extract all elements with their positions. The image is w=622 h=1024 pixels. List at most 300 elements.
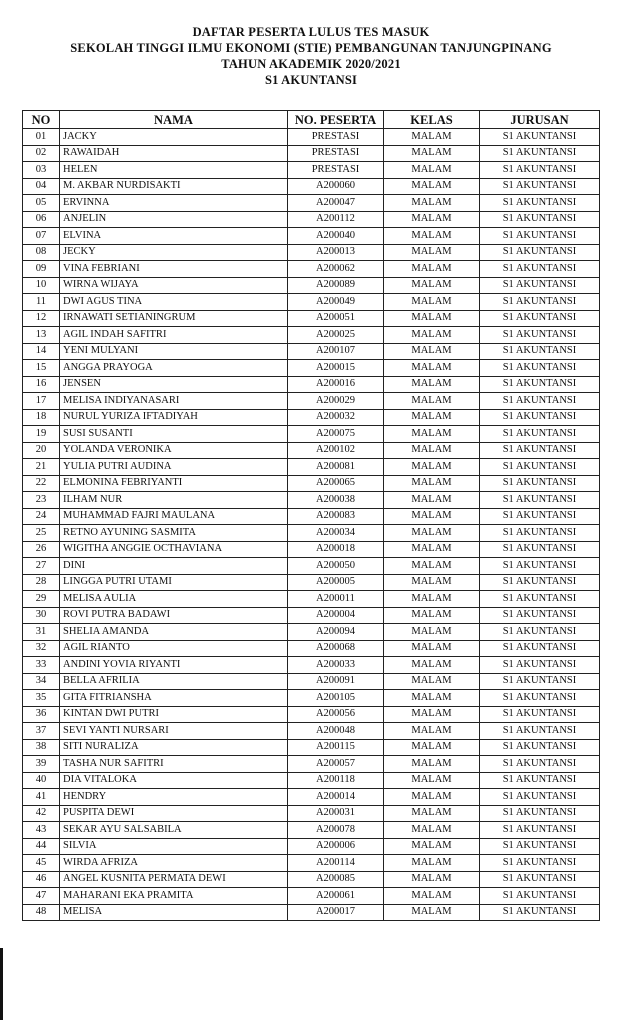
table-row <box>23 706 600 723</box>
cell-kelas: MALAM <box>384 756 480 773</box>
cell-nama: DIA VITALOKA <box>60 772 288 789</box>
cell-nama: WIGITHA ANGGIE OCTHAVIANA <box>60 541 288 558</box>
table-row <box>23 690 600 707</box>
cell-jurusan: S1 AKUNTANSI <box>480 162 600 179</box>
cell-nama: KINTAN DWI PUTRI <box>60 706 288 723</box>
cell-nama: IRNAWATI SETIANINGRUM <box>60 310 288 327</box>
cell-kelas: MALAM <box>384 723 480 740</box>
cell-jurusan: S1 AKUNTANSI <box>480 822 600 839</box>
cell-nama: ILHAM NUR <box>60 492 288 509</box>
cell-no: 30 <box>23 607 60 624</box>
table-row <box>23 492 600 509</box>
column-header-nama: NAMA <box>60 111 288 129</box>
cell-jurusan: S1 AKUNTANSI <box>480 558 600 575</box>
cell-nama: HENDRY <box>60 789 288 806</box>
cell-jurusan: S1 AKUNTANSI <box>480 426 600 443</box>
cell-nama: VINA FEBRIANI <box>60 261 288 278</box>
cell-jurusan: S1 AKUNTANSI <box>480 492 600 509</box>
cell-no-peserta: A200015 <box>288 360 384 377</box>
cell-no-peserta: A200081 <box>288 459 384 476</box>
cell-kelas: MALAM <box>384 393 480 410</box>
cell-no-peserta: A200115 <box>288 739 384 756</box>
cell-jurusan: S1 AKUNTANSI <box>480 855 600 872</box>
cell-nama: RAWAIDAH <box>60 145 288 162</box>
cell-nama: ANDINI YOVIA RIYANTI <box>60 657 288 674</box>
cell-no: 24 <box>23 508 60 525</box>
cell-jurusan: S1 AKUNTANSI <box>480 228 600 245</box>
cell-kelas: MALAM <box>384 739 480 756</box>
cell-kelas: MALAM <box>384 211 480 228</box>
cell-jurusan: S1 AKUNTANSI <box>480 442 600 459</box>
cell-no: 36 <box>23 706 60 723</box>
table-row <box>23 838 600 855</box>
cell-kelas: MALAM <box>384 888 480 905</box>
cell-jurusan: S1 AKUNTANSI <box>480 508 600 525</box>
cell-no: 31 <box>23 624 60 641</box>
table-row <box>23 244 600 261</box>
cell-nama: WIRNA WIJAYA <box>60 277 288 294</box>
cell-nama: MAHARANI EKA PRAMITA <box>60 888 288 905</box>
cell-no: 14 <box>23 343 60 360</box>
cell-nama: ELMONINA FEBRIYANTI <box>60 475 288 492</box>
cell-jurusan: S1 AKUNTANSI <box>480 360 600 377</box>
cell-jurusan: S1 AKUNTANSI <box>480 838 600 855</box>
cell-nama: ANGEL KUSNITA PERMATA DEWI <box>60 871 288 888</box>
cell-no: 11 <box>23 294 60 311</box>
cell-no: 33 <box>23 657 60 674</box>
cell-kelas: MALAM <box>384 195 480 212</box>
cell-no-peserta: A200060 <box>288 178 384 195</box>
cell-nama: MUHAMMAD FAJRI MAULANA <box>60 508 288 525</box>
cell-kelas: MALAM <box>384 591 480 608</box>
cell-jurusan: S1 AKUNTANSI <box>480 657 600 674</box>
table-row <box>23 739 600 756</box>
cell-nama: YULIA PUTRI AUDINA <box>60 459 288 476</box>
cell-kelas: MALAM <box>384 327 480 344</box>
cell-jurusan: S1 AKUNTANSI <box>480 624 600 641</box>
cell-jurusan: S1 AKUNTANSI <box>480 871 600 888</box>
table-row <box>23 261 600 278</box>
cell-jurusan: S1 AKUNTANSI <box>480 904 600 921</box>
cell-no-peserta: A200025 <box>288 327 384 344</box>
cell-nama: MELISA AULIA <box>60 591 288 608</box>
table-row <box>23 607 600 624</box>
column-header-no-peserta: NO. PESERTA <box>288 111 384 129</box>
cell-no-peserta: PRESTASI <box>288 129 384 146</box>
cell-jurusan: S1 AKUNTANSI <box>480 376 600 393</box>
cell-no-peserta: A200005 <box>288 574 384 591</box>
cell-kelas: MALAM <box>384 657 480 674</box>
cell-no-peserta: A200078 <box>288 822 384 839</box>
table-row <box>23 343 600 360</box>
cell-no-peserta: A200091 <box>288 673 384 690</box>
cell-kelas: MALAM <box>384 360 480 377</box>
cell-no: 40 <box>23 772 60 789</box>
cell-jurusan: S1 AKUNTANSI <box>480 756 600 773</box>
table-row <box>23 855 600 872</box>
cell-nama: DINI <box>60 558 288 575</box>
cell-no: 25 <box>23 525 60 542</box>
table-row <box>23 723 600 740</box>
cell-kelas: MALAM <box>384 624 480 641</box>
cell-no-peserta: A200006 <box>288 838 384 855</box>
table-row <box>23 426 600 443</box>
cell-no: 10 <box>23 277 60 294</box>
cell-jurusan: S1 AKUNTANSI <box>480 393 600 410</box>
cell-no: 16 <box>23 376 60 393</box>
cell-nama: YOLANDA VERONIKA <box>60 442 288 459</box>
table-row <box>23 657 600 674</box>
cell-no: 46 <box>23 871 60 888</box>
cell-no: 34 <box>23 673 60 690</box>
cell-jurusan: S1 AKUNTANSI <box>480 591 600 608</box>
cell-nama: DWI AGUS TINA <box>60 294 288 311</box>
table-row <box>23 574 600 591</box>
cell-no: 32 <box>23 640 60 657</box>
cell-no-peserta: A200094 <box>288 624 384 641</box>
table-row <box>23 624 600 641</box>
cell-nama: M. AKBAR NURDISAKTI <box>60 178 288 195</box>
cell-kelas: MALAM <box>384 310 480 327</box>
table-row <box>23 475 600 492</box>
academic-year: TAHUN AKADEMIK 2020/2021 <box>221 57 401 71</box>
cell-jurusan: S1 AKUNTANSI <box>480 574 600 591</box>
cell-kelas: MALAM <box>384 855 480 872</box>
cell-nama: JECKY <box>60 244 288 261</box>
cell-no: 48 <box>23 904 60 921</box>
table-row <box>23 888 600 905</box>
cell-no: 02 <box>23 145 60 162</box>
cell-no: 23 <box>23 492 60 509</box>
table-row <box>23 310 600 327</box>
cell-nama: SUSI SUSANTI <box>60 426 288 443</box>
table-row <box>23 558 600 575</box>
cell-no: 47 <box>23 888 60 905</box>
cell-nama: JENSEN <box>60 376 288 393</box>
table-row <box>23 640 600 657</box>
cell-no: 19 <box>23 426 60 443</box>
cell-kelas: MALAM <box>384 492 480 509</box>
cell-jurusan: S1 AKUNTANSI <box>480 261 600 278</box>
cell-no-peserta: A200049 <box>288 294 384 311</box>
cell-no-peserta: A200017 <box>288 904 384 921</box>
cell-jurusan: S1 AKUNTANSI <box>480 459 600 476</box>
cell-kelas: MALAM <box>384 541 480 558</box>
table-row <box>23 393 600 410</box>
cell-no: 41 <box>23 789 60 806</box>
cell-no: 09 <box>23 261 60 278</box>
cell-no-peserta: A200048 <box>288 723 384 740</box>
cell-no: 08 <box>23 244 60 261</box>
cell-no-peserta: A200050 <box>288 558 384 575</box>
cell-no-peserta: A200031 <box>288 805 384 822</box>
cell-nama: ROVI PUTRA BADAWI <box>60 607 288 624</box>
cell-nama: BELLA AFRILIA <box>60 673 288 690</box>
cell-jurusan: S1 AKUNTANSI <box>480 178 600 195</box>
cell-nama: SEVI YANTI NURSARI <box>60 723 288 740</box>
cell-no: 03 <box>23 162 60 179</box>
column-header-kelas: KELAS <box>384 111 480 129</box>
cell-no: 05 <box>23 195 60 212</box>
cell-no: 06 <box>23 211 60 228</box>
cell-nama: GITA FITRIANSHA <box>60 690 288 707</box>
cell-no: 21 <box>23 459 60 476</box>
cell-nama: MELISA INDIYANASARI <box>60 393 288 410</box>
cell-no-peserta: PRESTASI <box>288 162 384 179</box>
table-row <box>23 178 600 195</box>
table-row <box>23 822 600 839</box>
table-row <box>23 294 600 311</box>
table-row <box>23 195 600 212</box>
cell-no-peserta: A200114 <box>288 855 384 872</box>
table-header-row <box>23 111 600 129</box>
cell-no-peserta: A200018 <box>288 541 384 558</box>
cell-jurusan: S1 AKUNTANSI <box>480 277 600 294</box>
cell-no: 15 <box>23 360 60 377</box>
cell-no: 38 <box>23 739 60 756</box>
cell-jurusan: S1 AKUNTANSI <box>480 244 600 261</box>
table-row <box>23 376 600 393</box>
cell-no-peserta: A200118 <box>288 772 384 789</box>
cell-nama: WIRDA AFRIZA <box>60 855 288 872</box>
cell-nama: HELEN <box>60 162 288 179</box>
cell-kelas: MALAM <box>384 145 480 162</box>
table-row <box>23 277 600 294</box>
cell-kelas: MALAM <box>384 459 480 476</box>
cell-jurusan: S1 AKUNTANSI <box>480 789 600 806</box>
cell-no-peserta: PRESTASI <box>288 145 384 162</box>
cell-jurusan: S1 AKUNTANSI <box>480 706 600 723</box>
cell-no-peserta: A200004 <box>288 607 384 624</box>
institution-name: SEKOLAH TINGGI ILMU EKONOMI (STIE) PEMBANGUNAN TANJUNGPINANG <box>70 41 552 55</box>
cell-no-peserta: A200014 <box>288 789 384 806</box>
cell-no: 22 <box>23 475 60 492</box>
cell-nama: MELISA <box>60 904 288 921</box>
cell-kelas: MALAM <box>384 772 480 789</box>
cell-jurusan: S1 AKUNTANSI <box>480 195 600 212</box>
cell-jurusan: S1 AKUNTANSI <box>480 690 600 707</box>
cell-no-peserta: A200085 <box>288 871 384 888</box>
table-row <box>23 904 600 921</box>
cell-nama: TASHA NUR SAFITRI <box>60 756 288 773</box>
cell-nama: RETNO AYUNING SASMITA <box>60 525 288 542</box>
cell-no-peserta: A200013 <box>288 244 384 261</box>
cell-jurusan: S1 AKUNTANSI <box>480 343 600 360</box>
cell-no: 18 <box>23 409 60 426</box>
table-row <box>23 145 600 162</box>
cell-no: 42 <box>23 805 60 822</box>
cell-kelas: MALAM <box>384 822 480 839</box>
document-title: DAFTAR PESERTA LULUS TES MASUK <box>192 25 430 39</box>
cell-kelas: MALAM <box>384 789 480 806</box>
table-row <box>23 756 600 773</box>
cell-nama: NURUL YURIZA IFTADIYAH <box>60 409 288 426</box>
cell-no: 20 <box>23 442 60 459</box>
cell-nama: YENI MULYANI <box>60 343 288 360</box>
cell-kelas: MALAM <box>384 673 480 690</box>
cell-kelas: MALAM <box>384 426 480 443</box>
cell-nama: SITI NURALIZA <box>60 739 288 756</box>
cell-kelas: MALAM <box>384 294 480 311</box>
cell-no: 12 <box>23 310 60 327</box>
cell-kelas: MALAM <box>384 525 480 542</box>
table-row <box>23 805 600 822</box>
table-row <box>23 871 600 888</box>
table-row <box>23 360 600 377</box>
cell-no-peserta: A200016 <box>288 376 384 393</box>
cell-no-peserta: A200068 <box>288 640 384 657</box>
cell-no: 07 <box>23 228 60 245</box>
cell-no-peserta: A200062 <box>288 261 384 278</box>
cell-jurusan: S1 AKUNTANSI <box>480 129 600 146</box>
cell-no-peserta: A200038 <box>288 492 384 509</box>
cell-kelas: MALAM <box>384 574 480 591</box>
table-row <box>23 772 600 789</box>
cell-no: 37 <box>23 723 60 740</box>
cell-nama: JACKY <box>60 129 288 146</box>
column-header-no: NO <box>23 111 60 129</box>
cell-no-peserta: A200056 <box>288 706 384 723</box>
table-row <box>23 591 600 608</box>
cell-no-peserta: A200040 <box>288 228 384 245</box>
cell-kelas: MALAM <box>384 640 480 657</box>
table-row <box>23 211 600 228</box>
cell-no-peserta: A200057 <box>288 756 384 773</box>
cell-jurusan: S1 AKUNTANSI <box>480 888 600 905</box>
cell-nama: ELVINA <box>60 228 288 245</box>
cell-kelas: MALAM <box>384 871 480 888</box>
cell-no-peserta: A200047 <box>288 195 384 212</box>
table-row <box>23 789 600 806</box>
cell-no: 26 <box>23 541 60 558</box>
cell-kelas: MALAM <box>384 277 480 294</box>
cell-no-peserta: A200032 <box>288 409 384 426</box>
cell-kelas: MALAM <box>384 409 480 426</box>
cell-no: 13 <box>23 327 60 344</box>
cell-kelas: MALAM <box>384 178 480 195</box>
table-row <box>23 442 600 459</box>
cell-kelas: MALAM <box>384 129 480 146</box>
table-row <box>23 327 600 344</box>
table-row <box>23 129 600 146</box>
cell-no-peserta: A200011 <box>288 591 384 608</box>
cell-jurusan: S1 AKUNTANSI <box>480 145 600 162</box>
cell-nama: ERVINNA <box>60 195 288 212</box>
cell-no-peserta: A200034 <box>288 525 384 542</box>
cell-kelas: MALAM <box>384 690 480 707</box>
column-header-jurusan: JURUSAN <box>480 111 600 129</box>
scan-edge-mark <box>0 948 3 1020</box>
cell-kelas: MALAM <box>384 376 480 393</box>
cell-no: 44 <box>23 838 60 855</box>
cell-no-peserta: A200102 <box>288 442 384 459</box>
table-row <box>23 541 600 558</box>
cell-kelas: MALAM <box>384 244 480 261</box>
cell-kelas: MALAM <box>384 162 480 179</box>
cell-kelas: MALAM <box>384 442 480 459</box>
cell-no-peserta: A200089 <box>288 277 384 294</box>
cell-no: 43 <box>23 822 60 839</box>
cell-no-peserta: A200075 <box>288 426 384 443</box>
cell-jurusan: S1 AKUNTANSI <box>480 723 600 740</box>
cell-nama: AGIL RIANTO <box>60 640 288 657</box>
cell-jurusan: S1 AKUNTANSI <box>480 310 600 327</box>
cell-jurusan: S1 AKUNTANSI <box>480 211 600 228</box>
cell-jurusan: S1 AKUNTANSI <box>480 294 600 311</box>
cell-jurusan: S1 AKUNTANSI <box>480 409 600 426</box>
cell-jurusan: S1 AKUNTANSI <box>480 772 600 789</box>
cell-no: 04 <box>23 178 60 195</box>
cell-nama: PUSPITA DEWI <box>60 805 288 822</box>
participants-table <box>22 110 600 921</box>
cell-kelas: MALAM <box>384 261 480 278</box>
table-row <box>23 673 600 690</box>
cell-jurusan: S1 AKUNTANSI <box>480 475 600 492</box>
cell-kelas: MALAM <box>384 706 480 723</box>
document-header <box>0 24 622 88</box>
cell-no: 39 <box>23 756 60 773</box>
cell-no-peserta: A200029 <box>288 393 384 410</box>
cell-nama: ANJELIN <box>60 211 288 228</box>
cell-no-peserta: A200065 <box>288 475 384 492</box>
program-name: S1 AKUNTANSI <box>264 73 358 87</box>
cell-kelas: MALAM <box>384 558 480 575</box>
cell-no-peserta: A200105 <box>288 690 384 707</box>
cell-no-peserta: A200033 <box>288 657 384 674</box>
cell-no: 35 <box>23 690 60 707</box>
cell-jurusan: S1 AKUNTANSI <box>480 327 600 344</box>
table-row <box>23 409 600 426</box>
cell-kelas: MALAM <box>384 343 480 360</box>
cell-nama: ANGGA PRAYOGA <box>60 360 288 377</box>
cell-kelas: MALAM <box>384 904 480 921</box>
table-row <box>23 228 600 245</box>
cell-jurusan: S1 AKUNTANSI <box>480 541 600 558</box>
table-row <box>23 162 600 179</box>
cell-no-peserta: A200112 <box>288 211 384 228</box>
cell-kelas: MALAM <box>384 475 480 492</box>
cell-jurusan: S1 AKUNTANSI <box>480 640 600 657</box>
cell-jurusan: S1 AKUNTANSI <box>480 805 600 822</box>
table-row <box>23 525 600 542</box>
cell-no: 28 <box>23 574 60 591</box>
cell-no: 01 <box>23 129 60 146</box>
cell-kelas: MALAM <box>384 607 480 624</box>
cell-no: 17 <box>23 393 60 410</box>
cell-nama: SHELIA AMANDA <box>60 624 288 641</box>
cell-no-peserta: A200083 <box>288 508 384 525</box>
table-row <box>23 459 600 476</box>
cell-no-peserta: A200051 <box>288 310 384 327</box>
cell-nama: LINGGA PUTRI UTAMI <box>60 574 288 591</box>
cell-nama: SILVIA <box>60 838 288 855</box>
cell-no-peserta: A200061 <box>288 888 384 905</box>
cell-no-peserta: A200107 <box>288 343 384 360</box>
cell-kelas: MALAM <box>384 508 480 525</box>
cell-no: 45 <box>23 855 60 872</box>
cell-jurusan: S1 AKUNTANSI <box>480 525 600 542</box>
table-row <box>23 508 600 525</box>
cell-jurusan: S1 AKUNTANSI <box>480 739 600 756</box>
cell-jurusan: S1 AKUNTANSI <box>480 607 600 624</box>
cell-nama: AGIL INDAH SAFITRI <box>60 327 288 344</box>
cell-kelas: MALAM <box>384 228 480 245</box>
cell-kelas: MALAM <box>384 838 480 855</box>
cell-jurusan: S1 AKUNTANSI <box>480 673 600 690</box>
cell-no: 29 <box>23 591 60 608</box>
cell-no: 27 <box>23 558 60 575</box>
table-body <box>23 129 600 921</box>
